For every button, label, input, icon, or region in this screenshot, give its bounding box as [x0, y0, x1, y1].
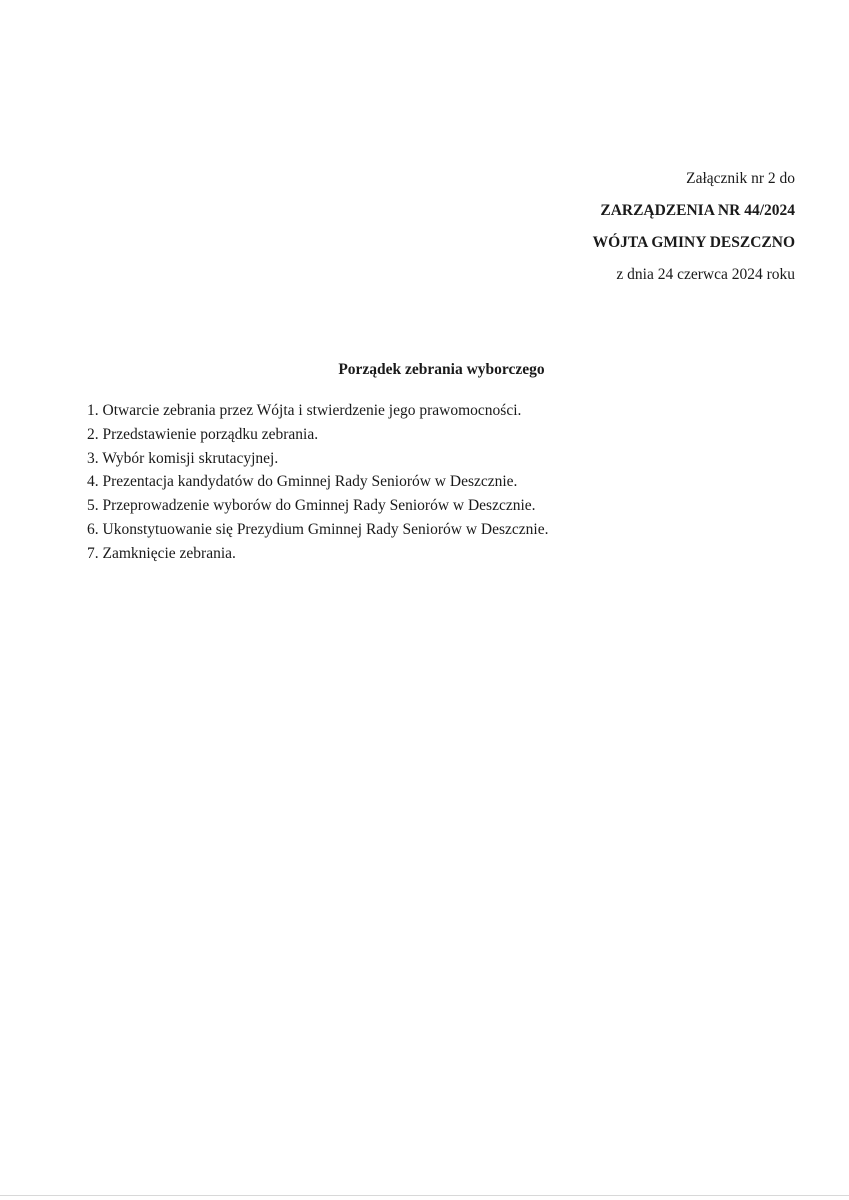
agenda-list: [87, 399, 548, 566]
page-bottom-edge: [0, 1195, 849, 1196]
ordinance-number: ZARZĄDZENIA NR 44/2024: [600, 202, 795, 219]
agenda-item: 3. Wybór komisji skrutacyjnej.: [87, 449, 279, 467]
ordinance-date: z dnia 24 czerwca 2024 roku: [616, 266, 795, 283]
attachment-line: Załącznik nr 2 do: [686, 170, 795, 187]
agenda-item: 5. Przeprowadzenie wyborów do Gminnej Rady Seniorów w Deszcznie.: [87, 497, 536, 515]
agenda-item: 7. Zamknięcie zebrania.: [87, 544, 236, 562]
agenda-item: 6. Ukonstytuowanie się Prezydium Gminnej Rady Seniorów w Deszcznie.: [87, 520, 549, 538]
document-title: Porządek zebrania wyborczego: [338, 361, 545, 378]
agenda-item: 4. Prezentacja kandydatów do Gminnej Rady Seniorów w Deszcznie.: [87, 473, 518, 491]
header-block: [593, 163, 795, 291]
issuing-authority: WÓJTA GMINY DESZCZNO: [592, 234, 795, 251]
agenda-item: 1. Otwarcie zebrania przez Wójta i stwierdzenie jego prawomocności.: [87, 402, 522, 419]
agenda-item: 2. Przedstawienie porządku zebrania.: [87, 425, 319, 443]
